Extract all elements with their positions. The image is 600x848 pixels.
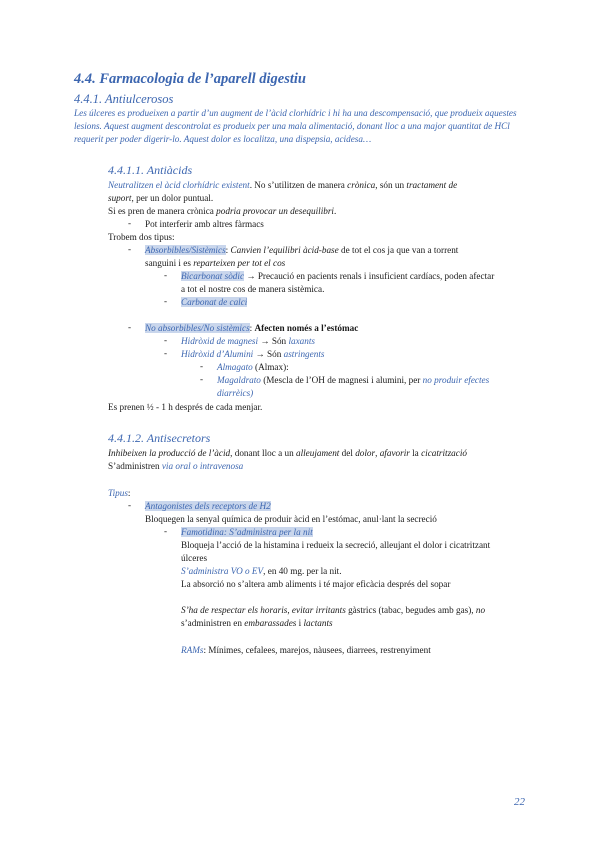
text: Afecten només a l’estómac <box>254 323 359 333</box>
text: gàstrics (tabac, begudes amb gas), <box>345 605 476 615</box>
bullet-dash: - <box>200 374 204 384</box>
text: alleujament <box>295 448 340 458</box>
text: Canvien l’equilibri àcid-base <box>230 245 339 255</box>
text: → Són <box>258 336 289 346</box>
antisecretors-heading: 4.4.1.2. Antisecretors <box>108 431 211 445</box>
antacids-definition: Neutralitzen el àcid clorhídric existent <box>108 180 250 190</box>
text: : Mínimes, cefalees, marejos, nàusees, diarrees, restrenyiment <box>203 645 431 655</box>
h2-antagonists-label: Antagonistes dels receptors de H2 <box>145 501 271 511</box>
text: crònica <box>347 180 376 190</box>
bullet-dash: - <box>164 335 168 345</box>
famotidine-desc-2: úlceres <box>181 553 208 563</box>
text: : <box>127 488 131 498</box>
text: Tipus <box>108 488 128 498</box>
text: S’administren <box>108 461 162 471</box>
bullet-dash: - <box>128 218 132 228</box>
text: cicatrització <box>421 448 467 458</box>
calcium-carbonate-label: Carbonat de calci <box>181 297 248 307</box>
text: . <box>334 206 337 216</box>
text: podria provocar un desequilibri <box>216 206 334 216</box>
text: : <box>249 323 255 333</box>
antacids-line-3 <box>108 205 336 218</box>
text: . No s’utilitzen de manera <box>249 180 348 190</box>
text: , <box>287 605 292 615</box>
text: → Són <box>253 349 284 359</box>
text: del <box>339 448 356 458</box>
magnesium-label: Hidròxid de magnesi <box>181 336 259 346</box>
magnesium-hydroxide <box>181 335 315 348</box>
famotidine-restrictions-2 <box>181 617 333 630</box>
subsection-heading: 4.4.1. Antiulcerosos <box>74 92 174 106</box>
famotidine-restrictions-1 <box>181 604 485 617</box>
antacids-line-1 <box>108 179 528 192</box>
text: reparteixen per tot el cos <box>193 258 286 268</box>
bicarbonate-line-1 <box>181 270 494 283</box>
antacids-line-2 <box>108 192 213 205</box>
section-heading: 4.4. Farmacologia de l’aparell digestiu <box>74 71 306 87</box>
text: via oral o intravenosa <box>161 461 244 471</box>
text: dolor <box>355 448 376 458</box>
text: Inhibeixen la producció de l’àcid <box>108 448 231 458</box>
page-number: 22 <box>514 796 525 808</box>
bullet-dash: - <box>164 348 168 358</box>
bicarbonate-line-2: a tot el nostre cos de manera sistèmica. <box>181 284 325 294</box>
almagato-label: Almagato <box>217 362 253 372</box>
bullet-dash: - <box>164 270 168 280</box>
text: i <box>296 618 304 628</box>
bullet-dash: - <box>128 244 132 254</box>
text: no <box>475 605 486 615</box>
subsection-intro: Les úlceres es produeixen a partir d’un augment de l’àcid clorhídric i hi ha una descompensació, que produeix aquestes lesions. Aquest augment descontrolat es produeix per una mala alimentació, donant lloc a una major quantitat de HCl requerit per poder digerir-lo. Aquest dolor es localitza, una dispepsia, acidesa… <box>74 108 517 144</box>
bullet-dash: - <box>164 526 168 536</box>
types-label <box>108 487 130 500</box>
famotidine <box>181 526 313 539</box>
antacids-bullet-interfere: Pot interferir amb altres fàrmacs <box>145 219 264 229</box>
text: suport <box>108 193 132 203</box>
text: evitar irritants <box>291 605 346 615</box>
text: Si es pren de manera crònica <box>108 206 217 216</box>
text: astringents <box>283 349 325 359</box>
text: (Mescla de l’OH de magnesi i alumini, per <box>260 375 423 385</box>
bullet-dash: - <box>200 361 204 371</box>
famotidine-rams <box>181 644 431 657</box>
antisecretors-line-2 <box>108 460 243 473</box>
text: , són un <box>375 180 407 190</box>
almagato <box>217 361 289 374</box>
bullet-dash: - <box>128 322 132 332</box>
calcium-carbonate <box>181 296 247 309</box>
aluminium-hydroxide <box>181 348 324 361</box>
famotidine-absorption: La absorció no s’altera amb aliments i té major eficàcia després del sopar <box>181 579 451 589</box>
famotidine-admin <box>181 565 342 578</box>
text: (Almax): <box>252 362 289 372</box>
text: → Precaució en pacients renals i insuficient cardíacs, poden afectar <box>244 271 495 281</box>
text: s’administren en <box>181 618 245 628</box>
absorbable-line-2 <box>145 257 285 270</box>
aluminium-label: Hidròxid d’Alumini <box>181 349 254 359</box>
nonabsorbable-label: No absorbibles/No sistèmics <box>145 323 250 333</box>
magaldrato-label: Magaldrato <box>217 375 261 385</box>
absorbable-line-1 <box>145 244 458 257</box>
text: lactants <box>303 618 333 628</box>
text: , en 40 mg. per la nit. <box>263 566 342 576</box>
magaldrato-line-1 <box>217 374 489 387</box>
text: , <box>375 448 380 458</box>
nonabsorbable-line <box>145 322 358 335</box>
text: la <box>409 448 422 458</box>
antisecretors-line-1 <box>108 447 467 460</box>
antacids-types-intro: Trobem dos tipus: <box>108 232 175 242</box>
bicarbonate-label: Bicarbonat sòdic <box>181 271 245 281</box>
famotidine-desc-1: Bloqueja l’acció de la histamina i redueix la secreció, alleujant el dolor i cicatritzant <box>181 540 491 550</box>
text: laxants <box>288 336 315 346</box>
text: , donant lloc a un <box>230 448 296 458</box>
text: S’administra VO o EV <box>181 566 264 576</box>
h2-antagonists-desc: Bloquegen la senyal química de produir àcid en l’estómac, anul·lant la secreció <box>145 514 437 524</box>
text: S’ha de respectar els horaris <box>181 605 288 615</box>
text: , per un dolor puntual. <box>131 193 214 203</box>
absorbable-label: Absorbibles/Sistèmics <box>145 245 226 255</box>
h2-antagonists <box>145 500 271 513</box>
text: no produir efectes <box>422 375 490 385</box>
rams-label: RAMs <box>181 645 204 655</box>
antacids-heading: 4.4.1.1. Antiàcids <box>108 163 193 177</box>
bullet-dash: - <box>164 296 168 306</box>
magaldrato-line-2: diarrèics) <box>217 388 254 398</box>
text: : <box>225 245 231 255</box>
bullet-dash: - <box>128 500 132 510</box>
famotidine-label: Famotidina: S’administra per la nit <box>181 527 313 537</box>
dosage-note: Es prenen ½ - 1 h després de cada menjar. <box>108 402 263 412</box>
text: sanguini i es <box>145 258 194 268</box>
text: de tot el cos ja que van a torrent <box>338 245 459 255</box>
text: embarassades <box>244 618 297 628</box>
text: afavorir <box>379 448 410 458</box>
text: tractament de <box>406 180 458 190</box>
